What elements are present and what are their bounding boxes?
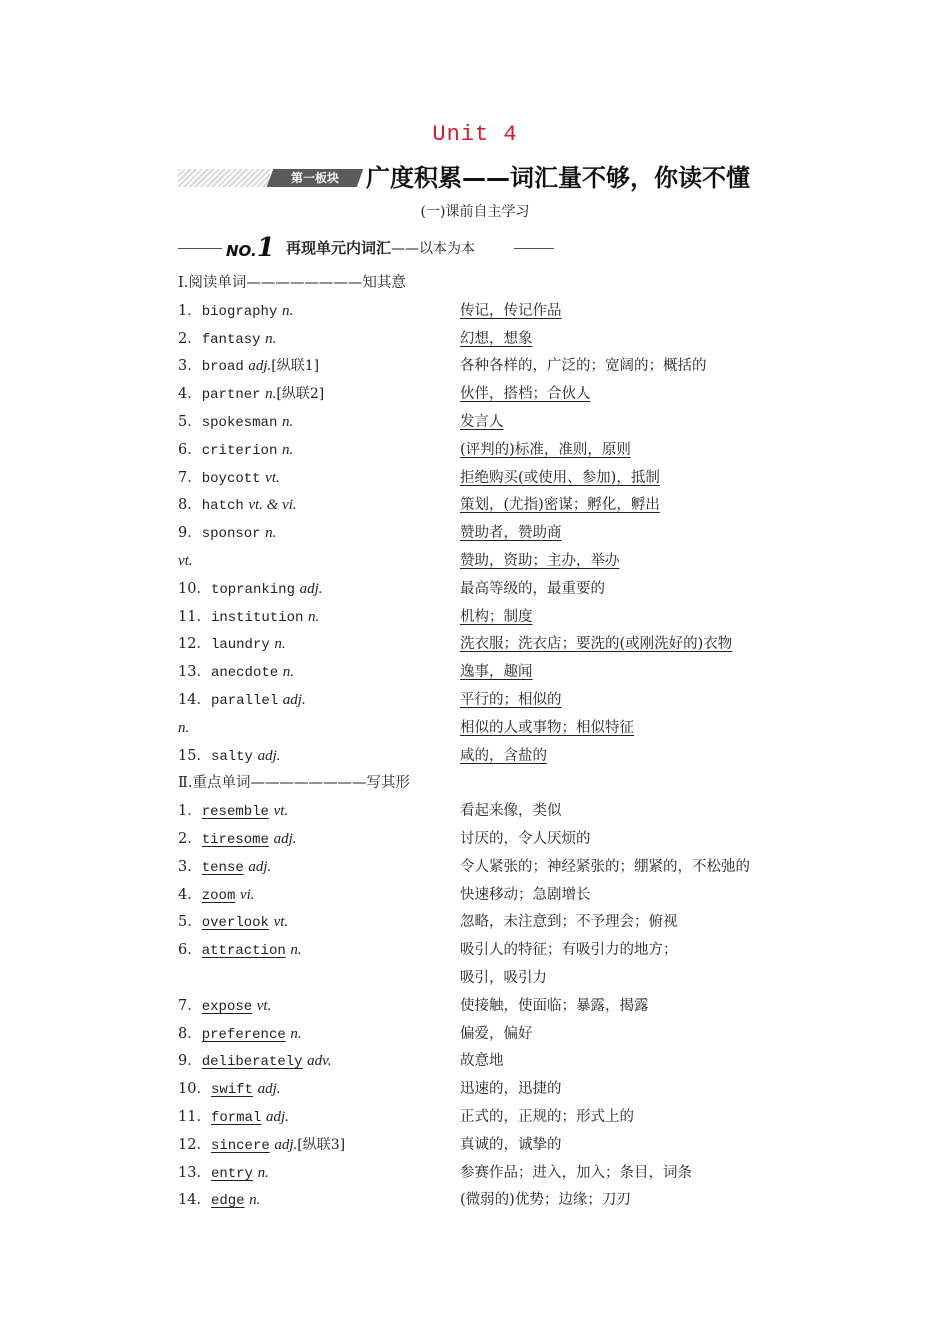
part-of-speech: n. (178, 719, 190, 736)
item-number: 11． (178, 1108, 211, 1125)
part-of-speech: n. (274, 636, 286, 653)
vocab-left (178, 298, 293, 327)
vocab-left (178, 743, 281, 772)
vocab-meaning: 逸事，趣闻 (460, 664, 533, 681)
cross-reference-note: [纵联1] (271, 358, 320, 375)
vocab-word: resemble (201, 804, 269, 821)
part-of-speech: adj. (299, 580, 323, 597)
item-number: 7． (178, 997, 202, 1014)
vocab-word: attraction (201, 943, 286, 960)
item-number: 15． (178, 747, 211, 764)
vocab-word: criterion (201, 442, 278, 459)
vocab-meaning: 平行的；相似的 (460, 691, 562, 708)
section-title (286, 233, 475, 264)
part-of-speech: n. (265, 525, 277, 542)
banner-stripes (178, 169, 270, 187)
vocab-word: sincere (210, 1137, 270, 1154)
vocab-left (178, 576, 323, 605)
vocab-row (178, 715, 878, 743)
item-number: 14． (178, 691, 211, 708)
vocab-left (178, 353, 319, 382)
section-header-text: Ⅰ.阅读单词————————知其意 (178, 275, 406, 291)
part-of-speech: n. (257, 1164, 269, 1181)
vocab-row (178, 576, 878, 604)
vocab-meaning: (评判的)标准，准则，原则 (460, 441, 631, 458)
vocab-left (178, 993, 271, 1022)
item-number: 5． (178, 914, 202, 931)
vocab-left (178, 1160, 269, 1189)
vocab-left (178, 1104, 289, 1133)
cross-reference-note: [纵联2] (276, 386, 325, 403)
vocab-word: swift (210, 1082, 253, 1099)
vocab-word: formal (210, 1109, 262, 1126)
vocab-meaning: 伙伴，搭档；合伙人 (460, 386, 591, 403)
section-number (226, 233, 275, 266)
vocab-row (178, 1076, 878, 1104)
vocab-row (178, 687, 878, 715)
part-of-speech: n. (265, 330, 277, 347)
item-number: 5． (178, 413, 202, 430)
vocab-word: entry (210, 1165, 253, 1182)
vocab-row (178, 798, 878, 826)
vocab-meaning: 偏爱，偏好 (460, 1025, 533, 1042)
vocab-row (178, 353, 878, 381)
vocab-row (178, 826, 878, 854)
part-of-speech: vt. (265, 469, 280, 486)
vocab-row (178, 659, 878, 687)
vocab-meaning: 策划，(尤指)密谋；孵化，孵出 (460, 497, 660, 514)
vocab-word: preference (201, 1026, 286, 1043)
vocab-row (178, 604, 878, 632)
vocab-word: topranking (210, 581, 295, 598)
vocab-word: tense (201, 859, 244, 876)
item-number: 4． (178, 886, 202, 903)
banner-heading: 广度积累——词汇量不够，你读不懂 (366, 164, 750, 192)
item-number: 1． (178, 803, 202, 820)
vocab-meaning: 发言人 (460, 413, 504, 430)
vocab-row (178, 1021, 878, 1049)
vocab-word: zoom (201, 887, 236, 904)
vocab-meaning: 幻想，想象 (460, 330, 533, 347)
vocab-row (178, 743, 878, 771)
item-number: 3． (178, 858, 202, 875)
item-number: 6． (178, 441, 202, 458)
section-title-dash: —— (391, 241, 420, 257)
part-of-speech: adj. (248, 358, 272, 375)
part-of-speech: vt. & vi. (248, 497, 297, 514)
vocab-meaning: 洗衣服；洗衣店；要洗的(或刚洗好的)衣物 (460, 636, 733, 653)
vocab-row (178, 465, 878, 493)
vocab-row (178, 631, 878, 659)
item-number: 12． (178, 1136, 211, 1153)
vocab-row (178, 1048, 878, 1076)
vocab-meaning: 咸的，含盐的 (460, 747, 547, 764)
item-number: 14． (178, 1192, 211, 1209)
vocab-word: boycott (201, 470, 261, 487)
section-header-row (178, 270, 878, 298)
item-number: 10． (178, 580, 211, 597)
vocab-meaning: 最高等级的，最重要的 (460, 580, 605, 597)
vocab-row (178, 298, 878, 326)
vocab-row (178, 409, 878, 437)
vocab-meaning: 迅速的，迅捷的 (460, 1081, 562, 1098)
vocab-word: expose (201, 998, 253, 1015)
part-of-speech: adj. (265, 1108, 289, 1125)
divider-line-left (178, 248, 222, 249)
vocab-row (178, 882, 878, 910)
section-header-text: Ⅱ.重点单词————————写其形 (178, 775, 410, 792)
item-number: 13． (178, 664, 211, 681)
part-of-speech: vt. (273, 803, 289, 820)
vocab-meaning: 拒绝购买(或使用、参加)，抵制 (460, 469, 660, 486)
vocab-left (178, 465, 280, 494)
vocab-row (178, 965, 878, 993)
vocab-word: edge (210, 1193, 245, 1210)
part-of-speech: n. (290, 1025, 302, 1042)
vocab-left (178, 492, 297, 521)
item-number: 6． (178, 942, 202, 959)
vocab-meaning: 赞助，资助；主办，举办 (460, 552, 620, 569)
vocab-left (178, 826, 296, 855)
section-header-row (178, 770, 878, 798)
page-subtitle: (一)课前自主学习 (420, 204, 530, 220)
item-number: 7． (178, 469, 202, 486)
vocab-word: spokesman (201, 414, 278, 431)
vocab-left (178, 937, 302, 966)
vocab-word: laundry (210, 637, 270, 654)
vocab-meaning: 传记，传记作品 (460, 302, 562, 319)
banner-tag-label: 第一板块 (290, 171, 339, 185)
vocab-row (178, 937, 878, 965)
part-of-speech: n. (282, 664, 295, 681)
vocab-word: overlook (201, 915, 269, 932)
part-of-speech: n. (290, 942, 302, 959)
vocab-meaning: 快速移动；急剧增长 (460, 886, 591, 903)
vocab-left (178, 520, 276, 549)
part-of-speech: n. (265, 386, 277, 403)
vocab-meaning: 吸引人的特征；有吸引力的地方； (460, 942, 678, 959)
item-number: 1． (178, 302, 202, 319)
vocab-word: sponsor (201, 526, 261, 543)
vocab-left (178, 631, 286, 660)
vocab-meaning: 故意地 (460, 1053, 504, 1070)
item-number: 12． (178, 636, 211, 653)
section-number-digit: 1 (256, 233, 275, 263)
vocab-row (178, 437, 878, 465)
vocab-left (178, 409, 293, 438)
vocab-word: hatch (201, 498, 244, 515)
vocabulary-list (178, 270, 878, 1215)
vocab-word: deliberately (201, 1054, 303, 1071)
vocab-row (178, 909, 878, 937)
vocab-word: parallel (210, 692, 279, 709)
vocab-word: tiresome (201, 831, 269, 848)
part-of-speech: n. (281, 413, 294, 430)
vocab-row (178, 326, 878, 354)
vocab-left (178, 381, 324, 410)
section-number-prefix: NO. (226, 242, 257, 260)
vocab-word: institution (210, 609, 304, 626)
item-number: 8． (178, 497, 202, 514)
part-of-speech: adj. (257, 747, 281, 764)
vocab-meaning: 赞助者，赞助商 (460, 525, 562, 542)
item-number: 2． (178, 330, 202, 347)
item-number: 9． (178, 525, 202, 542)
part-of-speech: adj. (274, 1136, 298, 1153)
vocab-word: fantasy (201, 331, 261, 348)
section-heading (178, 233, 558, 263)
vocab-left (178, 659, 294, 688)
part-of-speech: n. (249, 1192, 261, 1209)
vocab-word: partner (201, 387, 261, 404)
vocab-left (178, 1048, 331, 1077)
vocab-left (178, 548, 193, 576)
vocab-meaning: 讨厌的，令人厌烦的 (460, 830, 591, 847)
vocab-meaning: 吸引，吸引力 (460, 969, 547, 986)
vocab-word: anecdote (210, 665, 279, 682)
vocab-meaning: 真诚的，诚挚的 (460, 1136, 562, 1153)
part-of-speech: adj. (282, 691, 306, 708)
vocab-left (178, 715, 189, 743)
vocab-row (178, 1132, 878, 1160)
item-number: 11． (178, 608, 211, 625)
vocab-row (178, 1104, 878, 1132)
part-of-speech: vi. (239, 886, 255, 903)
part-of-speech: adv. (307, 1053, 332, 1070)
vocab-left (178, 1076, 281, 1105)
banner-tag (267, 169, 364, 187)
vocab-meaning: 忽略，未注意到；不予理会；俯视 (460, 914, 678, 931)
item-number: 4． (178, 386, 202, 403)
vocab-row (178, 1187, 878, 1215)
part-of-speech: adj. (257, 1081, 281, 1098)
vocab-row (178, 854, 878, 882)
part-of-speech: n. (281, 441, 294, 458)
section-banner (178, 160, 778, 196)
vocab-left (178, 1021, 302, 1050)
vocab-word: broad (201, 359, 244, 376)
part-of-speech: n. (307, 608, 320, 625)
vocab-meaning: 各种各样的，广泛的；宽阔的；概括的 (460, 358, 707, 375)
vocab-left (178, 687, 306, 716)
vocab-meaning: 令人紧张的；神经紧张的；绷紧的，不松弛的 (460, 858, 750, 875)
vocab-left (178, 909, 288, 938)
item-number: 3． (178, 358, 202, 375)
vocab-left (178, 1132, 345, 1161)
part-of-speech: vt. (178, 552, 193, 569)
item-number: 9． (178, 1053, 202, 1070)
part-of-speech: n. (281, 302, 294, 319)
vocab-row (178, 492, 878, 520)
vocab-left (178, 798, 288, 827)
item-number: 13． (178, 1164, 211, 1181)
vocab-row (178, 548, 878, 576)
vocab-meaning: 看起来像，类似 (460, 803, 562, 820)
vocab-left (178, 604, 319, 633)
item-number: 2． (178, 830, 202, 847)
vocab-word: salty (210, 748, 253, 765)
vocab-meaning: 参赛作品；进入，加入；条目，词条 (460, 1164, 692, 1181)
vocab-meaning: 相似的人或事物；相似特征 (460, 719, 634, 736)
part-of-speech: adj. (248, 858, 272, 875)
vocab-meaning: 机构；制度 (460, 608, 533, 625)
section-title-sub: 以本为本 (419, 241, 476, 257)
vocab-row (178, 993, 878, 1021)
vocab-row (178, 381, 878, 409)
part-of-speech: vt. (256, 997, 272, 1014)
item-number: 8． (178, 1025, 202, 1042)
part-of-speech: adj. (273, 830, 297, 847)
vocab-left (178, 882, 255, 911)
vocab-row (178, 520, 878, 548)
part-of-speech: vt. (273, 914, 289, 931)
vocab-word: biography (201, 303, 278, 320)
vocab-left (178, 326, 276, 355)
vocab-left (178, 1187, 260, 1216)
vocab-left (178, 854, 271, 883)
vocab-row (178, 1160, 878, 1188)
unit-title: Unit 4 (432, 122, 518, 147)
vocab-meaning: 使接触，使面临；暴露，揭露 (460, 997, 649, 1014)
vocab-left (178, 437, 293, 466)
vocab-meaning: 正式的，正规的；形式上的 (460, 1108, 634, 1125)
cross-reference-note: [纵联3] (297, 1136, 346, 1153)
item-number: 10． (178, 1081, 211, 1098)
section-title-main: 再现单元内词汇 (286, 239, 392, 257)
vocab-meaning: (微弱的)优势；边缘；刀刃 (460, 1192, 631, 1209)
divider-line-right (514, 248, 554, 249)
